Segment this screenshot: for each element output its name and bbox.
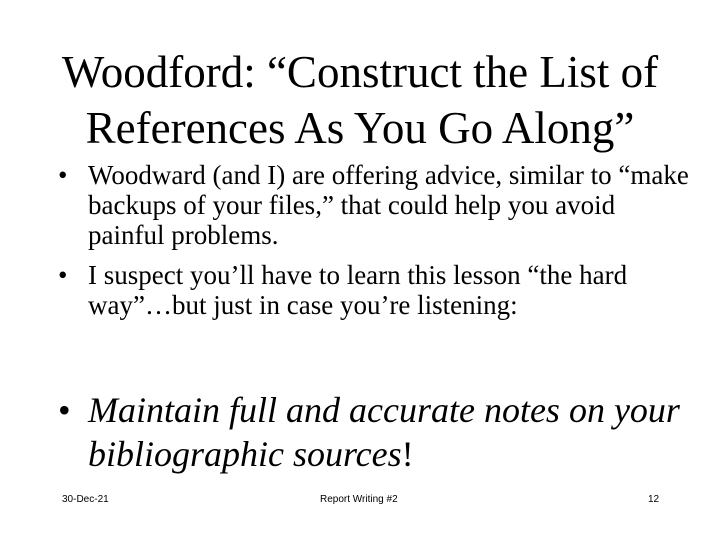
- bullet-item: [58, 160, 698, 250]
- emphasis-punctuation: !: [401, 434, 414, 474]
- bullet-list: [58, 160, 698, 330]
- footer-title: Report Writing #2: [320, 494, 398, 505]
- bullet-text: Woodward (and I) are offering advice, similar to “make backups of your files,” that could help you avoid painful problems.: [88, 160, 689, 250]
- footer-page-number: 12: [648, 494, 660, 505]
- bullet-text: I suspect you’ll have to learn this lesson “the hard way”…but just in case you’re listening:: [88, 260, 628, 320]
- bullet-item: [58, 260, 698, 320]
- emphasis-bullet: [58, 388, 698, 476]
- bullet-icon: •: [58, 390, 71, 430]
- slide-title: Woodford: “Construct the List of References As You Go Along”: [61, 47, 659, 153]
- bullet-icon: •: [58, 260, 68, 290]
- footer-date: 30-Dec-21: [62, 494, 109, 505]
- emphasis-text: Maintain full and accurate notes on your bibliographic sources: [88, 390, 680, 474]
- bullet-icon: •: [58, 160, 68, 190]
